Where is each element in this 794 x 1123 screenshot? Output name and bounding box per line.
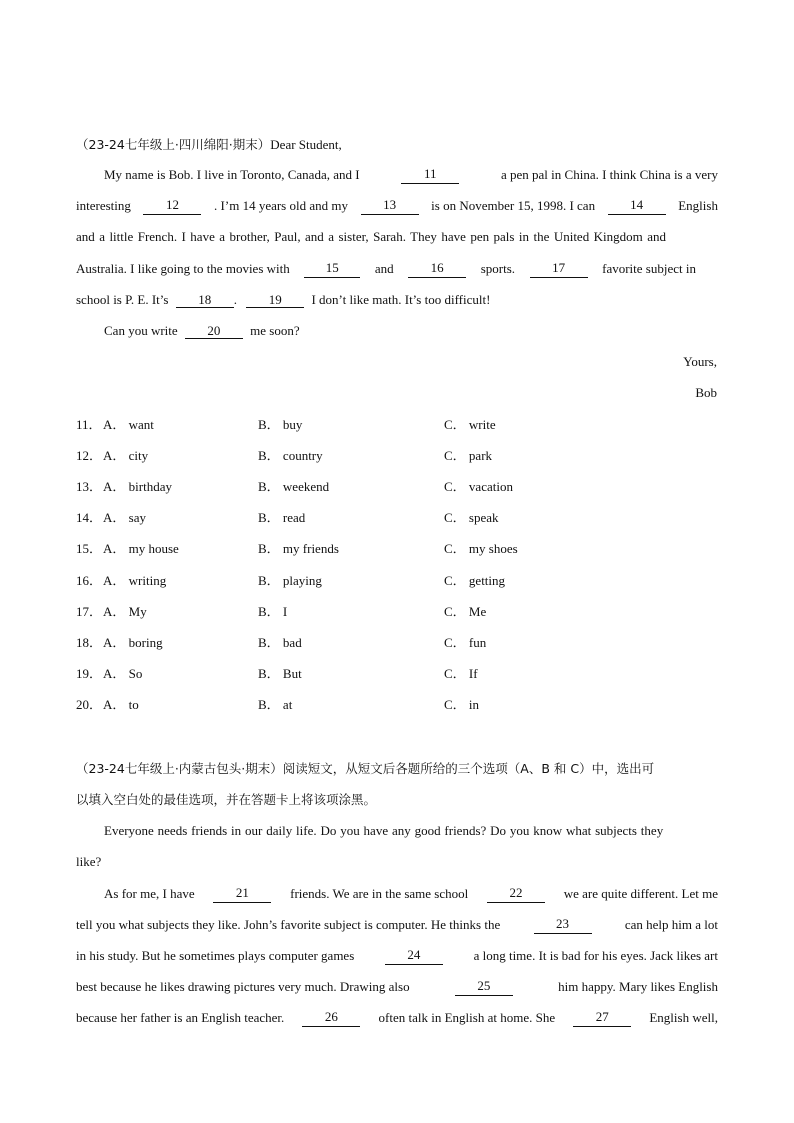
option-b: B． at bbox=[258, 696, 293, 712]
passage1-line-5 bbox=[76, 291, 490, 309]
blank-26: 26 bbox=[302, 1009, 360, 1027]
text-segment: and bbox=[374, 261, 394, 276]
passage1-line-6 bbox=[104, 322, 300, 340]
blank-20: 20 bbox=[185, 323, 243, 339]
option-a: A． My bbox=[103, 603, 147, 619]
passage1-line-3 bbox=[76, 228, 718, 246]
text-segment: English bbox=[678, 198, 718, 213]
option-c: C． write bbox=[444, 417, 496, 432]
blank-16: 16 bbox=[408, 260, 466, 278]
option-c: C． speak bbox=[444, 510, 499, 526]
option-c: C． If bbox=[444, 665, 478, 681]
text-segment: Can you write bbox=[104, 323, 178, 338]
passage1-line-4 bbox=[76, 260, 696, 278]
blank-23: 23 bbox=[534, 916, 592, 934]
option-a: A． my house bbox=[103, 541, 179, 557]
blank-25: 25 bbox=[455, 978, 513, 996]
option-b: B． I bbox=[258, 603, 288, 619]
question-number: 15． bbox=[76, 541, 103, 557]
text-segment: often talk in English at home. She bbox=[378, 1010, 556, 1025]
text-segment: in his study. But he sometimes plays computer games bbox=[76, 948, 355, 963]
passage2-line-2: like? bbox=[76, 854, 102, 869]
text-segment: a pen pal in China. I think China is a very bbox=[501, 167, 718, 182]
option-c: C． my shoes bbox=[444, 541, 518, 557]
option-c: C． vacation bbox=[444, 479, 513, 495]
blank-17: 17 bbox=[530, 260, 588, 278]
text-segment: him happy. Mary likes English bbox=[558, 979, 718, 994]
option-c: C． Me bbox=[444, 603, 487, 619]
question-number: 13． bbox=[76, 479, 103, 495]
text-segment: school is P. E. It’s bbox=[76, 292, 169, 307]
blank-12: 12 bbox=[143, 197, 201, 215]
text-segment: best because he likes drawing pictures very much. Drawing also bbox=[76, 979, 410, 994]
text-segment: friends. We are in the same school bbox=[290, 886, 469, 901]
blank-14: 14 bbox=[608, 197, 666, 215]
option-a: A． city bbox=[103, 448, 149, 464]
passage2-instruction-1: （23-24七年级上·内蒙古包头·期末）阅读短文，从短文后各题所给的三个选项（A、B 和 C）中，选出可 bbox=[76, 761, 655, 776]
question-number: 14． bbox=[76, 510, 103, 526]
option-a: A． to bbox=[103, 696, 139, 712]
passage2-instruction-2: 以填入空白处的最佳选项，并在答题卡上将该项涂黑。 bbox=[76, 792, 377, 807]
option-b: B． country bbox=[258, 448, 323, 464]
blank-21: 21 bbox=[213, 885, 271, 903]
option-a: A． say bbox=[103, 510, 146, 526]
text-segment: interesting bbox=[76, 198, 131, 213]
option-a: A． writing bbox=[103, 572, 167, 588]
text-segment: we are quite different. Let me bbox=[563, 886, 718, 901]
question-number: 19． bbox=[76, 665, 103, 681]
option-a: A． So bbox=[103, 665, 143, 681]
source-label: （23-24七年级上·四川绵阳·期末） bbox=[76, 137, 271, 152]
option-b: B． weekend bbox=[258, 479, 330, 495]
text-segment: me soon? bbox=[250, 323, 300, 338]
text-segment: favorite subject in bbox=[602, 261, 696, 276]
blank-18: 18 bbox=[176, 292, 234, 308]
option-b: B． bad bbox=[258, 634, 302, 650]
question-number: 11． bbox=[76, 417, 102, 432]
text-segment: tell you what subjects they like. John’s favorite subject is computer. He thinks the bbox=[76, 917, 501, 932]
question-number: 12． bbox=[76, 448, 103, 464]
option-b: B． But bbox=[258, 665, 302, 681]
blank-19: 19 bbox=[246, 292, 304, 308]
text-segment: I don’t like math. It’s too difficult! bbox=[311, 292, 491, 307]
question-number: 20． bbox=[76, 696, 103, 712]
blank-24: 24 bbox=[385, 947, 443, 965]
passage2-line-6 bbox=[76, 978, 718, 996]
closing: Yours, bbox=[683, 354, 717, 369]
passage2-line-7 bbox=[76, 1009, 718, 1027]
text-segment: . bbox=[233, 292, 237, 307]
passage1-heading bbox=[76, 136, 342, 154]
text-segment: English well, bbox=[649, 1010, 718, 1025]
text-segment: can help him a lot bbox=[624, 917, 718, 932]
text-segment: and a little French. I have a brother, Paul, and a sister, Sarah. They have pen pals in the United Kingdom and bbox=[76, 229, 666, 244]
greeting: Dear Student, bbox=[270, 137, 342, 152]
passage2-line-1 bbox=[104, 822, 718, 840]
question-number: 17． bbox=[76, 603, 103, 619]
text-segment: sports. bbox=[480, 261, 516, 276]
question-number: 16． bbox=[76, 572, 103, 588]
option-c: C． getting bbox=[444, 572, 506, 588]
text-segment: a long time. It is bad for his eyes. Jack likes art bbox=[473, 948, 718, 963]
option-c: C． fun bbox=[444, 634, 487, 650]
blank-22: 22 bbox=[487, 885, 545, 903]
option-b: B． my friends bbox=[258, 541, 339, 557]
text-segment: because her father is an English teacher. bbox=[76, 1010, 285, 1025]
passage1-line-2 bbox=[76, 197, 718, 215]
blank-11: 11 bbox=[401, 166, 459, 184]
blank-27: 27 bbox=[573, 1009, 631, 1027]
option-c: C． in bbox=[444, 696, 480, 712]
option-b: B． playing bbox=[258, 572, 322, 588]
text-segment: is on November 15, 1998. I can bbox=[431, 198, 596, 213]
question-number: 18． bbox=[76, 634, 103, 650]
blank-13: 13 bbox=[361, 197, 419, 215]
text-segment: . I’m 14 years old and my bbox=[214, 198, 348, 213]
passage2-line-4 bbox=[76, 916, 718, 934]
blank-15: 15 bbox=[304, 260, 360, 278]
option-c: C． park bbox=[444, 448, 493, 464]
text-segment: Everyone needs friends in our daily life. Do you have any good friends? Do you know what subjects they bbox=[104, 823, 664, 838]
passage2-line-3 bbox=[104, 885, 718, 903]
option-b: B． read bbox=[258, 510, 306, 526]
option-a: A． birthday bbox=[103, 479, 172, 495]
option-a: A． want bbox=[103, 417, 154, 432]
text-segment: My name is Bob. I live in Toronto, Canada, and I bbox=[104, 167, 360, 182]
signature: Bob bbox=[695, 385, 717, 400]
passage2-line-5 bbox=[76, 947, 718, 965]
text-segment: As for me, I have bbox=[104, 886, 195, 901]
text-segment: Australia. I like going to the movies with bbox=[76, 261, 290, 276]
option-b: B． buy bbox=[258, 417, 303, 432]
option-a: A． boring bbox=[103, 634, 163, 650]
passage1-line-1 bbox=[104, 166, 718, 184]
